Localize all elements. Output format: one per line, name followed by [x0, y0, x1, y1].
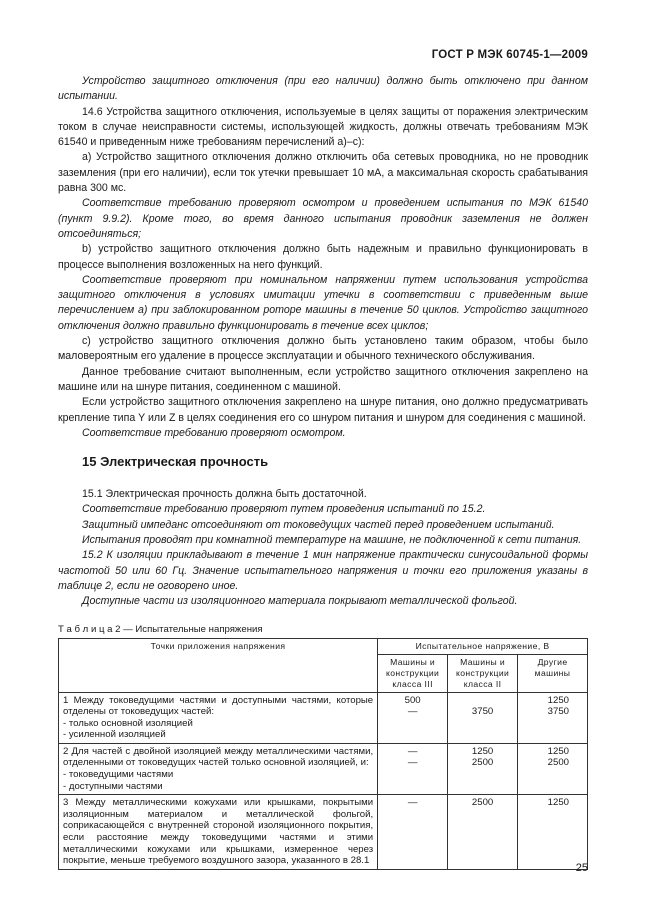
paragraph: Испытания проводят при комнатной температуре на машине, не подключенной к сети питания.: [82, 534, 582, 547]
paragraph: 14.6 Устройства защитного отключения, используемые в целях защиты от поражения электрическим током в случае неисправности системы, использующей жидкость, должны отвечать требованиям МЭК 61540 и приведенным ниже требованиям перечислений a)–c):: [58, 105, 588, 149]
value-other: 1250: [518, 795, 588, 870]
paragraph: Если устройство защитного отключения закреплено на шнуре питания, оно должно предусматривать крепление типа Y или Z в целях соединения его со шнуром питания и шнуром для соединения с машиной.: [58, 396, 588, 424]
paragraph: Соответствие требованию проверяют осмотром и проведением испытания по МЭК 61540 (пункт 9.9.2). Кроме того, во время данного испытания проводник заземления не должен отсоединяться;: [58, 197, 588, 240]
value-class2: 2500: [448, 795, 518, 870]
value-class2: 1250 2500: [448, 743, 518, 794]
header-voltage: Испытательное напряжение, В: [378, 638, 588, 654]
paragraph: 15.1 Электрическая прочность должна быть достаточной.: [82, 488, 367, 501]
paragraph: Соответствие требованию проверяют осмотром.: [82, 426, 346, 439]
paragraph: Соответствие проверяют при номинальном напряжении путем использования устройства защитного отключения в условиях имитации утечки в соответствии с приведенным выше перечислением a) при заблокированном роторе машины в течение 50 циклов. Устройство защитного отключения должно правильно функционировать в течение всех циклов;: [58, 273, 588, 332]
standard-header: ГОСТ Р МЭК 60745-1—2009: [431, 49, 588, 61]
value-other: 1250 2500: [518, 743, 588, 794]
header-class3: Машины и конструкции класса III: [378, 654, 448, 692]
row-description: 2 Для частей с двойной изоляцией между металлическими частями, отделенными от токоведущих частей только основной изоляцией, и: - токоведущими частями - доступными частями: [59, 743, 378, 794]
paragraph: Защитный импеданс отсоединяют от токоведущих частей перед проведением испытаний.: [82, 518, 555, 531]
table-caption: Т а б л и ц а 2 — Испытательные напряжения: [58, 623, 263, 635]
header-class2: Машины и конструкции класса II: [448, 654, 518, 692]
table-row: [59, 795, 588, 870]
value-other: 1250 3750: [518, 692, 588, 743]
test-voltage-table: [58, 638, 588, 870]
paragraph: a) Устройство защитного отключения должно отключить оба сетевых проводника, но не проводник заземления (при его наличии), если ток утечки превышает 10 мА, а максимальная скорость срабатывания равна 300 мс.: [58, 151, 588, 195]
section-title: 15 Электрическая прочность: [82, 454, 269, 470]
page-number: 25: [575, 862, 588, 874]
value-class3: — —: [378, 743, 448, 794]
header-points: Точки приложения напряжения: [59, 638, 378, 692]
row-description: 1 Между токоведущими частями и доступными частями, которые отделены от токоведущих частей: - только основной изоляцией - усиленной изоляцией: [59, 692, 378, 743]
value-class3: 500 —: [378, 692, 448, 743]
paragraph: Доступные части из изоляционного материала покрывают металлической фольгой.: [82, 595, 518, 608]
paragraph: c) устройство защитного отключения должно быть установлено таким образом, чтобы было маловероятным его удаление в процессе эксплуатации и обычного технического обслуживания.: [58, 335, 588, 363]
document-body: [58, 74, 588, 870]
paragraph: Данное требование считают выполненным, если устройство защитного отключения закреплено на машине или на шнуре питания, соединенном с машиной.: [58, 365, 588, 393]
table-row: [59, 692, 588, 743]
paragraph: 15.2 К изоляции прикладывают в течение 1 мин напряжение практически синусоидальной формы частотой 50 или 60 Гц. Значение испытательного напряжения и точки его приложения указаны в таблице 2, если не оговорено иное.: [58, 549, 588, 592]
paragraph: Соответствие требованию проверяют путем проведения испытаний по 15.2.: [82, 503, 486, 516]
row-description: 3 Между металлическими кожухами или крышками, покрытыми изоляционным материалом и металлической фольгой, соприкасающейся с внутренней стороной изоляционного покрытия, если расстояние между токоведущими частями и этими металлическими кожухами или крышками, измеренное через покрытие, меньше требуемого воздушного зазора, указанного в 28.1: [59, 795, 378, 870]
value-class2: 3750: [448, 692, 518, 743]
paragraph: b) устройство защитного отключения должно быть надежным и правильно функционировать в процессе выполнения возложенных на него функций.: [58, 243, 588, 271]
value-class3: —: [378, 795, 448, 870]
table-row: [59, 743, 588, 794]
header-other: Другие машины: [518, 654, 588, 692]
paragraph: Устройство защитного отключения (при его наличии) должно быть отключено при данном испытании.: [58, 75, 588, 103]
